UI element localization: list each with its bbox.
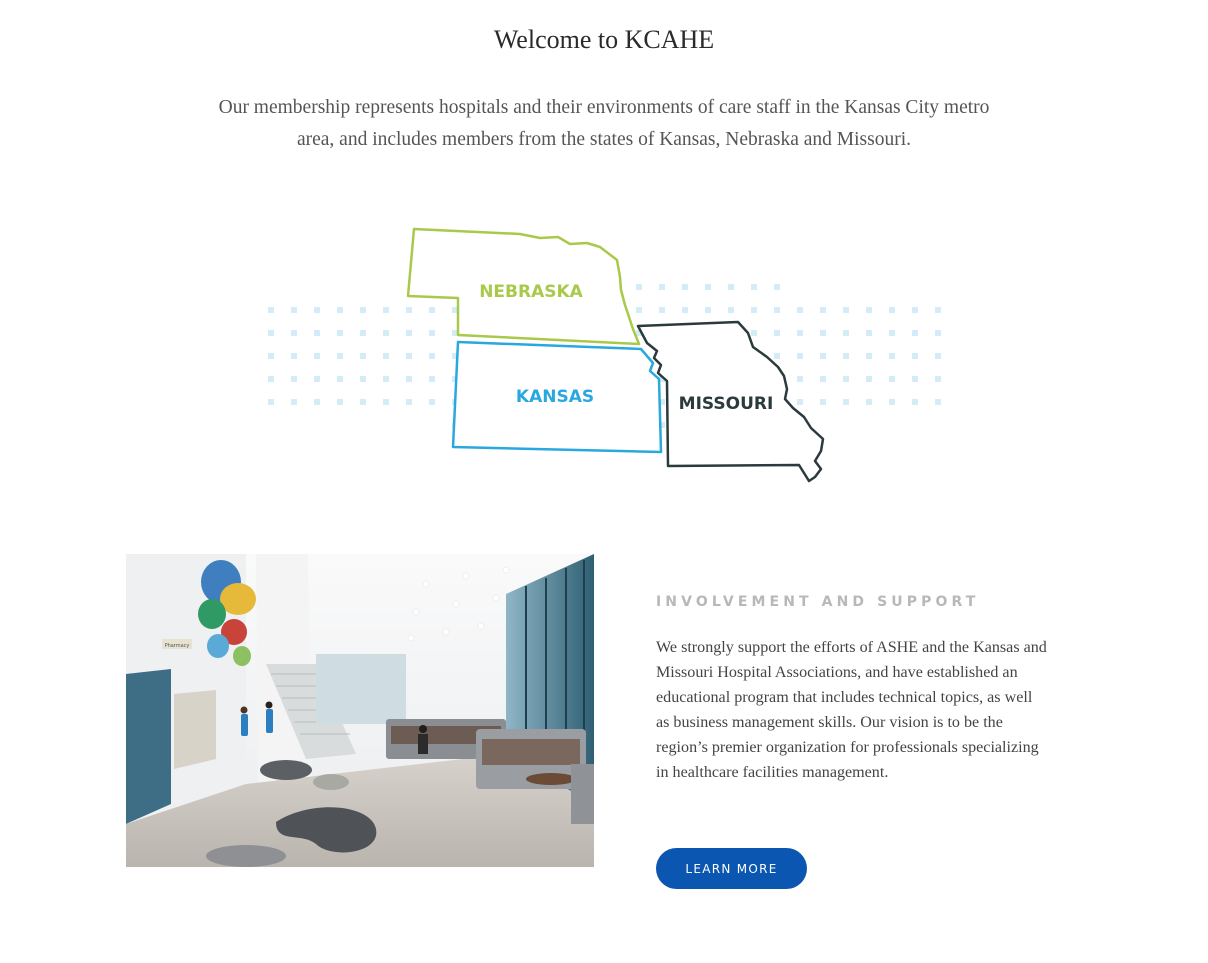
decor-dot (406, 399, 412, 405)
decor-dot (291, 376, 297, 382)
decor-dot (659, 284, 665, 290)
states-map (255, 215, 955, 495)
decor-dot (314, 330, 320, 336)
decor-dot (866, 399, 872, 405)
decor-dot (820, 376, 826, 382)
decor-dot (406, 307, 412, 313)
decor-dot (291, 399, 297, 405)
involvement-heading: INVOLVEMENT AND SUPPORT (656, 594, 980, 610)
decor-dot (337, 307, 343, 313)
decor-dot (636, 284, 642, 290)
decor-dot (268, 353, 274, 359)
decor-dot (291, 307, 297, 313)
decor-dot (291, 330, 297, 336)
decor-dot (797, 330, 803, 336)
decor-dot (935, 307, 941, 313)
decor-dot (751, 307, 757, 313)
decor-dot (843, 353, 849, 359)
decor-dot (889, 307, 895, 313)
decor-dot (797, 376, 803, 382)
decor-dot (314, 376, 320, 382)
decor-dot (337, 376, 343, 382)
decor-dot (843, 399, 849, 405)
decor-dot (912, 330, 918, 336)
decor-dot (751, 284, 757, 290)
decor-dot (360, 307, 366, 313)
decor-dot (314, 353, 320, 359)
decor-dot (889, 399, 895, 405)
decor-dot (797, 399, 803, 405)
decor-dot (383, 307, 389, 313)
decor-dot (843, 330, 849, 336)
decor-dot (337, 353, 343, 359)
decor-dot (429, 376, 435, 382)
decor-dot (889, 330, 895, 336)
decor-dot (360, 353, 366, 359)
decor-dot (843, 376, 849, 382)
decor-dot (820, 330, 826, 336)
decor-dot (866, 330, 872, 336)
decor-dot (291, 353, 297, 359)
decor-dot (429, 399, 435, 405)
state-label-kansas: KANSAS (515, 387, 595, 407)
decor-dot (935, 330, 941, 336)
decor-dot (429, 353, 435, 359)
decor-dot (360, 376, 366, 382)
involvement-body: We strongly support the efforts of ASHE and the Kansas and Missouri Hospital Associations, and have established an educational program that includes technical topics, as well as business management skills. Our vision is to be the region’s premier organization for professionals specializing in healthcare facilities management. (656, 639, 1047, 781)
decor-dot (912, 307, 918, 313)
decor-dot (797, 307, 803, 313)
decor-dot (383, 399, 389, 405)
decor-dot (820, 353, 826, 359)
decor-dot (659, 307, 665, 313)
decor-dot (843, 307, 849, 313)
decor-dot (268, 307, 274, 313)
decor-dot (682, 284, 688, 290)
decor-dot (820, 307, 826, 313)
decor-dot (360, 399, 366, 405)
decor-dot (406, 376, 412, 382)
decor-dot (406, 330, 412, 336)
decor-dot (728, 307, 734, 313)
decor-dot (383, 376, 389, 382)
pharmacy-sign: Pharmacy (164, 643, 190, 649)
decor-dot (337, 330, 343, 336)
decor-dot (774, 330, 780, 336)
decor-dot (935, 376, 941, 382)
decor-dot (429, 307, 435, 313)
decor-dot (705, 284, 711, 290)
decor-dot (383, 353, 389, 359)
hospital-lobby-photo (126, 554, 594, 867)
state-label-nebraska: NEBRASKA (479, 282, 583, 302)
decor-dot (268, 376, 274, 382)
decor-dot (912, 376, 918, 382)
decor-dot (912, 399, 918, 405)
decor-dot (268, 399, 274, 405)
welcome-text: Our membership represents hospitals and their environments of care staff in the Kansas City metro area, and includes members from the states of Kansas, Nebraska and Missouri. (218, 97, 990, 150)
decor-dot (682, 307, 688, 313)
decor-dot (797, 353, 803, 359)
decor-dot (314, 399, 320, 405)
decor-dot (866, 353, 872, 359)
decor-dot (820, 399, 826, 405)
decor-dot (866, 376, 872, 382)
decor-dot (636, 307, 642, 313)
decor-dot (337, 399, 343, 405)
decor-dot (705, 307, 711, 313)
learn-more-button[interactable]: LEARN MORE (656, 848, 807, 889)
decor-dot (429, 330, 435, 336)
decor-dot (774, 353, 780, 359)
page-title: Welcome to KCAHE (493, 25, 715, 54)
decor-dot (866, 307, 872, 313)
decor-dot (268, 330, 274, 336)
decor-dot (889, 376, 895, 382)
decor-dot (889, 353, 895, 359)
decor-dot (360, 330, 366, 336)
decor-dot (935, 399, 941, 405)
decor-dot (912, 353, 918, 359)
decor-dot (774, 307, 780, 313)
decor-dot (728, 284, 734, 290)
decor-dot (774, 284, 780, 290)
decor-dot (383, 330, 389, 336)
decor-dot (935, 353, 941, 359)
decor-dot (751, 330, 757, 336)
decor-dot (406, 353, 412, 359)
state-label-missouri: MISSOURI (678, 394, 774, 414)
decor-dot (314, 307, 320, 313)
